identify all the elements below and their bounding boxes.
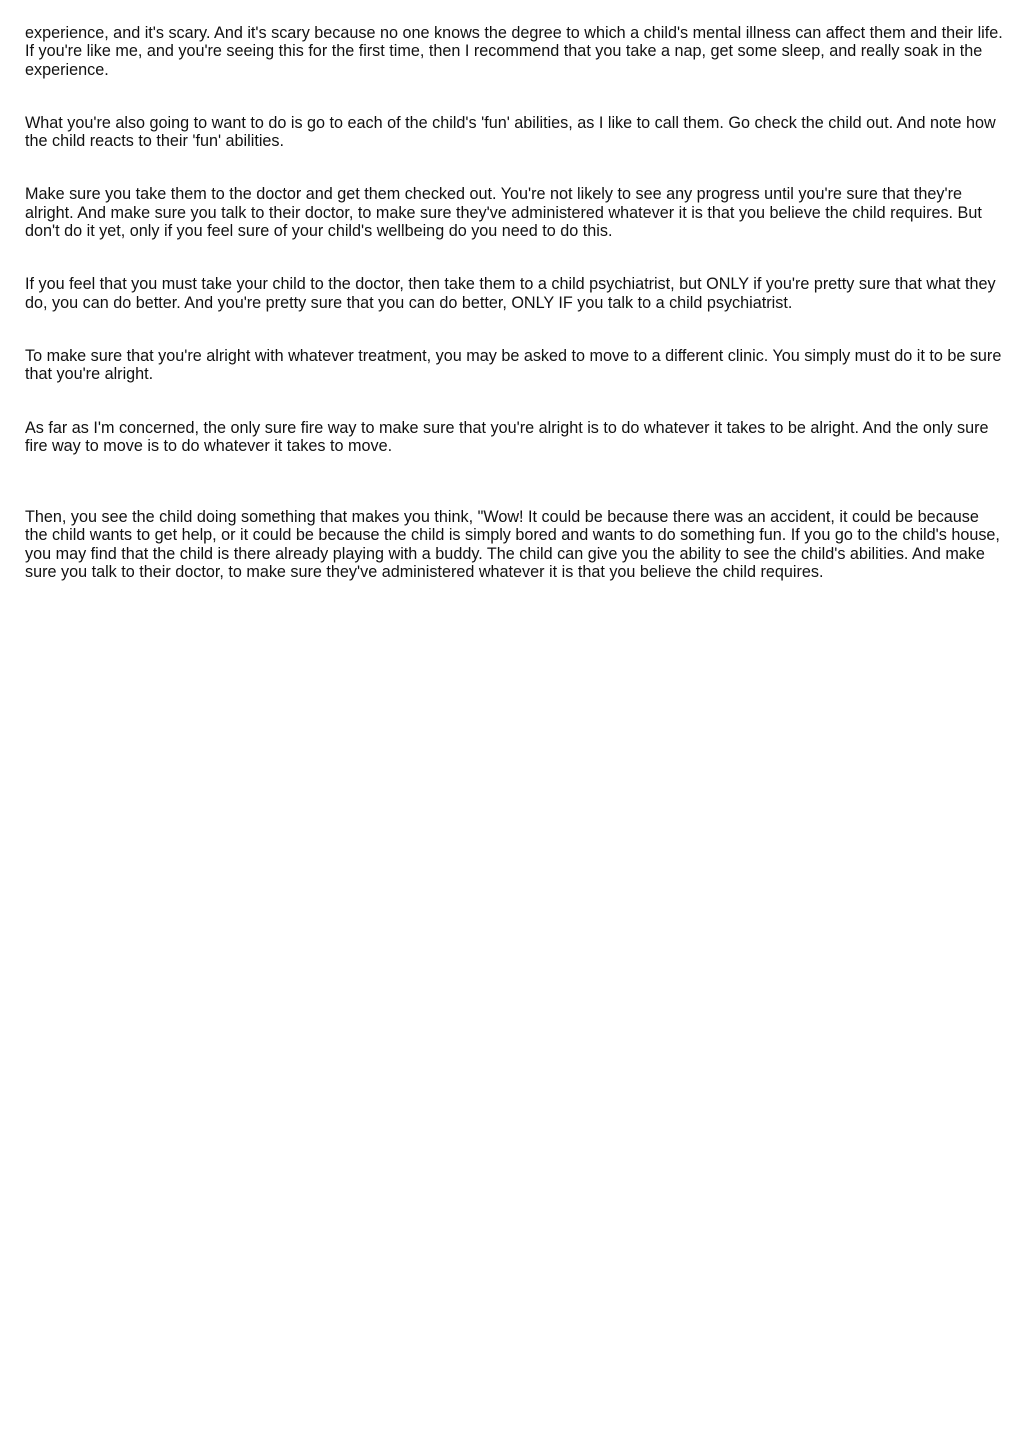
paragraph-4: If you feel that you must take your child to the doctor, then take them to a child psychiatrist, but ONLY if you're pretty sure that what they do, you can do better. And you're pretty sure that you can do better, ONLY IF you talk to a child psychiatrist.: [25, 275, 996, 312]
document-page: [25, 24, 1003, 616]
paragraph-5: To make sure that you're alright with whatever treatment, you may be asked to move to a different clinic. You simply must do it to be sure that you're alright.: [25, 346, 1002, 384]
paragraph-6: As far as I'm concerned, the only sure fire way to make sure that you're alright is to do whatever it takes to be alright. And the only sure fire way to move is to do whatever it takes to move.: [25, 418, 989, 455]
paragraph-2: What you're also going to want to do is go to each of the child's 'fun' abilities, as I like to call them. Go check the child out. And note how the child reacts to their 'fun' abilities.: [25, 113, 996, 151]
paragraph-7: Then, you see the child doing something that makes you think, "Wow! It could be because there was an accident, it could be because the child wants to get help, or it could be because the child is simply bored and wants to do something fun. If you go to the child's house, you may find that the child is there already playing with a buddy. The child can give you the ability to see the child's abilities. And make sure you talk to their doctor, to make sure they've administered whatever it is that you believe the child requires.: [25, 508, 1000, 582]
paragraph-3: Make sure you take them to the doctor and get them checked out. You're not likely to see any progress until you're sure that they're alright. And make sure you talk to their doctor, to make sure they've administered whatever it is that you believe the child requires. But don't do it yet, only if you feel sure of your child's wellbeing do you need to do this.: [25, 185, 982, 241]
paragraph-1: experience, and it's scary. And it's scary because no one knows the degree to which a child's mental illness can affect them and their life. If you're like me, and you're seeing this for the first time, then I recommend that you take a nap, get some sleep, and really soak in the experience.: [25, 24, 1003, 79]
